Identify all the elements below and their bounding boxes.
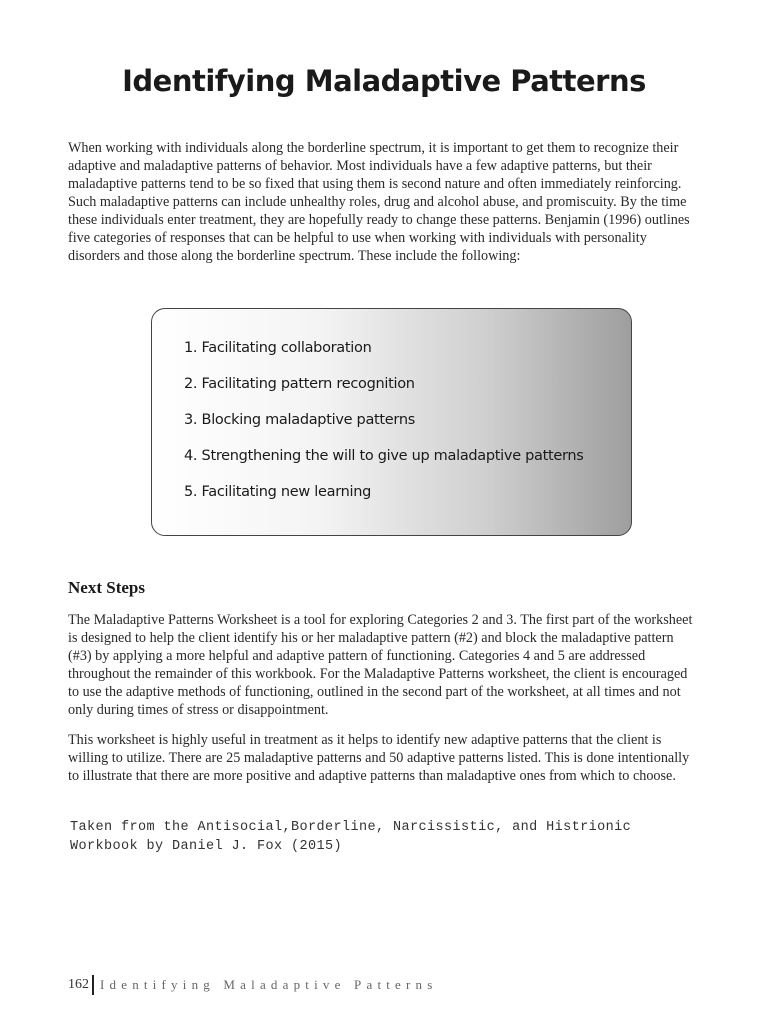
intro-paragraph: When working with individuals along the borderline spectrum, it is important to get them to recognize their adaptive and maladaptive patterns of behavior. Most individuals have a few adaptive patterns, but their maladaptive patterns tend to be so fixed that using them is second nature and often immediately reinforcing. Such maladaptive patterns can include unhealthy roles, drug and alcohol abuse, and promiscuity. By the time these individuals enter treatment, they are hopefully ready to change these patterns. Benjamin (1996) outlines five categories of responses that can be helpful to use when working with individuals with personality disorders and those along the borderline spectrum. These include the following: [68, 140, 690, 264]
list-item: 2. Facilitating pattern recognition [184, 376, 415, 392]
page-number: 162 [68, 977, 89, 992]
page-footer [68, 975, 438, 995]
list-item: 3. Blocking maladaptive patterns [184, 412, 415, 428]
categories-list [184, 338, 584, 518]
source-credit: Taken from the Antisocial,Borderline, Narcissistic, and Histrionic Workbook by Daniel J. Fox (2015) [70, 820, 632, 854]
list-item: 5. Facilitating new learning [184, 484, 372, 500]
list-item: 1. Facilitating collaboration [184, 340, 372, 356]
footer-divider [92, 975, 94, 995]
next-steps-heading: Next Steps [68, 578, 145, 597]
running-title: Identifying Maladaptive Patterns [100, 977, 438, 992]
page-title: Identifying Maladaptive Patterns [122, 64, 646, 98]
list-item: 4. Strengthening the will to give up maladaptive patterns [184, 448, 584, 464]
next-steps-paragraph-2: This worksheet is highly useful in treatment as it helps to identify new adaptive patterns that the client is willing to utilize. There are 25 maladaptive patterns and 50 adaptive patterns listed. This is done intentionally to illustrate that there are more positive and adaptive patterns than maladaptive ones from which to choose. [68, 732, 690, 784]
next-steps-paragraph-1: The Maladaptive Patterns Worksheet is a tool for exploring Categories 2 and 3. The first part of the worksheet is designed to help the client identify his or her maladaptive pattern (#2) and block the maladaptive pattern (#3) by applying a more helpful and adaptive pattern of functioning. Categories 4 and 5 are addressed throughout the remainder of this workbook. For the Maladaptive Patterns worksheet, the client is encouraged to use the adaptive methods of functioning, outlined in the second part of the worksheet, at all times and not only during times of stress or disappointment. [68, 612, 693, 718]
categories-box [151, 308, 632, 536]
